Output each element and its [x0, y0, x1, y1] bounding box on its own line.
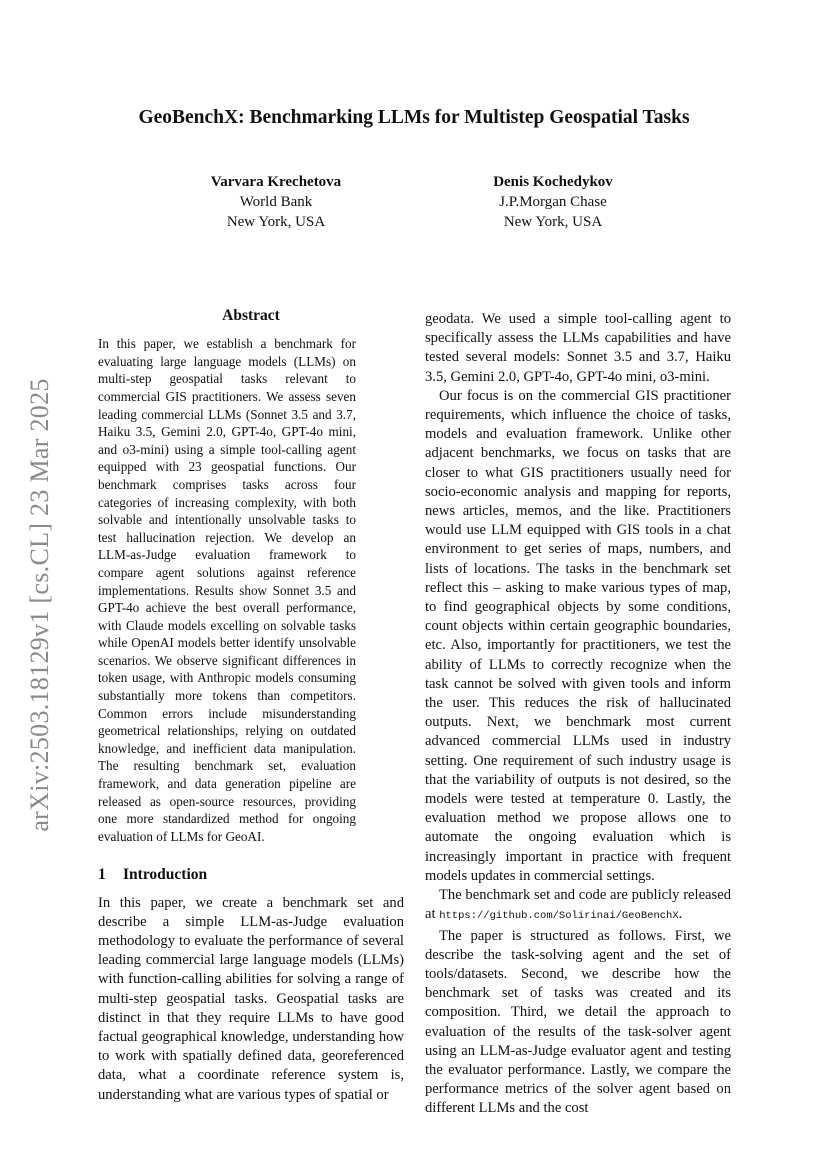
author-affiliation: World Bank [239, 194, 313, 210]
author-location: New York, USA [503, 214, 603, 230]
abstract-text: In this paper, we establish a benchmark for evaluating large language models (LLMs) on multi-step geospatial tasks relevant to commercial GIS practitioners. We assess seven leading commercial LLMs (Sonnet 3.5 and 3.7, Haiku 3.5, Gemini 2.0, GPT-4o, GPT-4o mini, and o3-mini) using a simple tool-calling agent equipped with 23 geospatial functions. Our benchmark comprises tasks across four categories of increasing complexity, with both solvable and intentionally unsolvable tasks to test hallucination rejection. We develop an LLM-as-Judge evaluation framework to compare agent solutions against reference implementations. Results show Sonnet 3.5 and GPT-4o achieve the best overall performance, with Claude models excelling on solvable tasks while OpenAI models better identify unsolvable scenarios. We observe significant differences in token usage, with Anthropic models consuming substantially more tokens than competitors. Common errors include misunderstanding geometrical relationships, relying on outdated knowledge, and inefficient data manipulation. The resulting benchmark set, evaluation framework, and data generation pipeline are released as open-source resources, providing one more standardized method for ongoing evaluation of LLMs for GeoAI. [98, 336, 356, 844]
author-block-2 [433, 172, 673, 232]
code-release-text: The benchmark set and code are publicly released at [425, 887, 731, 923]
author-block-1 [156, 172, 396, 232]
author-affiliation: J.P.Morgan Chase [499, 194, 607, 210]
code-release-suffix: . [678, 906, 683, 923]
author-name: Denis Kochedykov [493, 174, 613, 190]
intro-paragraph-focus: Our focus is on the commercial GIS practitioner requirements, which influence the choice of tasks, models and evaluation framework. Unlike other adjacent benchmarks, we focus on tasks that are closer to what GIS practitioners usually need for socio-economic analysis and mapping for reports, news articles, memos, and the like. Practitioners would use LLM equipped with GIS tools in a chat environment to get series of maps, numbers, and lists of locations. The tasks in the benchmark set reflect this – asking to make various types of map, to find geographical objects by some conditions, count objects within certain geographic boundaries, etc. Also, importantly for practitioners, we test the ability of LLMs to correctly recognize when the task cannot be solved with given tools and inform the user. This reduces the risk of hallucinated outputs. Next, we benchmark most current advanced commercial LLMs used in industry setting. One requirement of such industry usage is that the variability of outputs is not desired, so the models were tested at temperature 0. Lastly, the evaluation method we propose allows one to automate the ongoing evaluation which is increasingly important in practice with frequent models updates in commercial settings. [425, 387, 731, 884]
paper-title: GeoBenchX: Benchmarking LLMs for Multistep Geospatial Tasks [138, 107, 690, 128]
author-location: New York, USA [226, 214, 326, 230]
intro-paragraph-1: In this paper, we create a benchmark set and describe a simple LLM-as-Judge evaluation methodology to evaluate the performance of several leading commercial large language models (LLMs) with function-calling abilities for solving a range of multi-step geospatial tasks. Geospatial tasks are distinct in that they require LLMs to have good factual geographical knowledge, understanding how to work with spatially defined data, georeferenced data, what a coordinate reference system is, understanding what are various types of spatial or [98, 894, 404, 1103]
section-number: 1 [98, 866, 106, 884]
right-column [425, 310, 731, 1119]
intro-paragraph-structure: The paper is structured as follows. First, we describe the task-solving agent and the set of tools/datasets. Second, we describe how the benchmark set of tasks was created and its composition. Third, we detail the approach to evaluation of the results of the task-solver agent using an LLM-as-Judge evaluator agent and testing the evaluator performance. Lastly, we compare the performance metrics of the solver agent based on different LLMs and the cost [425, 927, 731, 1117]
section-title: Introduction [123, 866, 208, 884]
arxiv-identifier-text: arXiv:2503.18129v1 [cs.CL] 23 Mar 2025 [25, 378, 54, 832]
intro-paragraph-1-continued: geodata. We used a simple tool-calling agent to specifically assess the LLMs capabilities and have tested several models: Sonnet 3.5 and 3.7, Haiku 3.5, Gemini 2.0, GPT-4o, GPT-4o mini, o3-mini. [425, 311, 731, 385]
left-column [98, 306, 404, 1105]
author-name: Varvara Krechetova [210, 174, 342, 190]
abstract-heading: Abstract [222, 307, 280, 324]
arxiv-identifier [22, 360, 58, 850]
github-link[interactable]: https://github.com/Solirinai/GeoBenchX [439, 910, 679, 923]
section-heading-introduction [98, 865, 404, 884]
intro-paragraph-code [425, 886, 731, 926]
